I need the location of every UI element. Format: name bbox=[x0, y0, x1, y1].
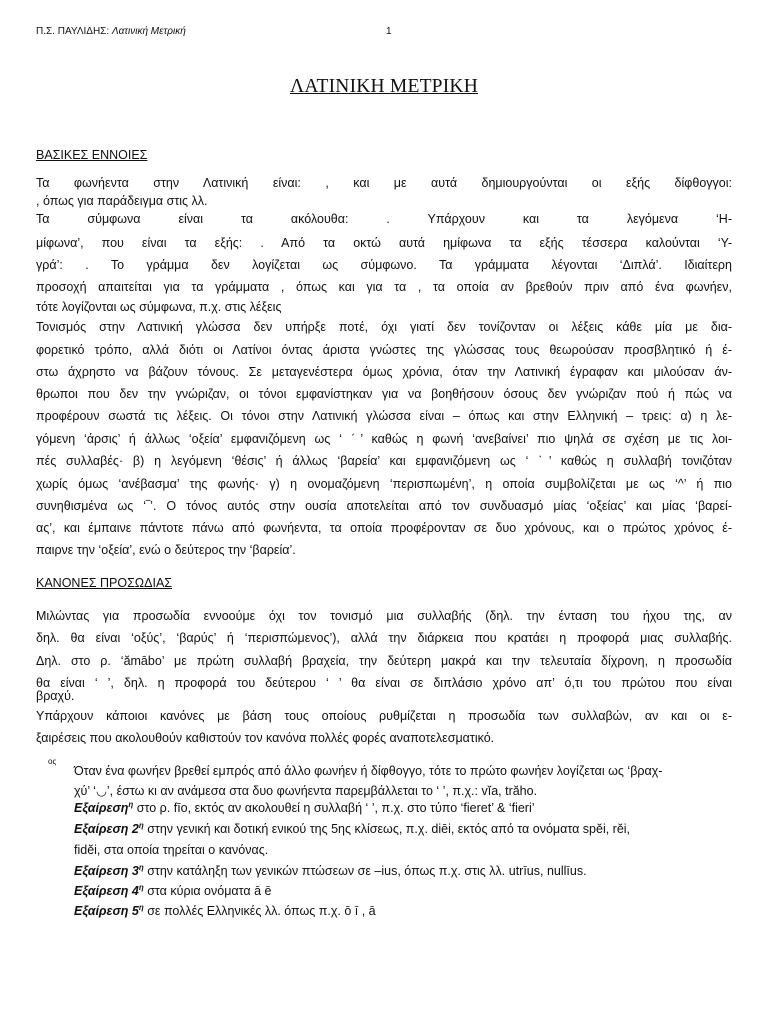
paragraph-line: τότε λογίζονται ως σύμφωνα, π.χ. στις λέξεις bbox=[36, 300, 282, 314]
header-author: Π.Σ. ΠΑΥΛΙΔΗΣ: bbox=[36, 26, 110, 37]
paragraph-line: γόμενη ‘άρσις’ ή άλλως ‘οξεία’ εμφανιζόμενη ως ‘ ˊ’ καθώς η φωνή ‘ανεβαίνει’ πιο ψηλά σε σχέση με τις λοι- bbox=[36, 432, 732, 446]
paragraph-line: στω άχρηστο να βάζουν τόνους. Σε μεταγενέστερα όμως χρόνια, όταν την Λατινική έγραφαν και μιλούσαν άν- bbox=[36, 365, 732, 379]
exception-item bbox=[74, 884, 732, 898]
paragraph-line: ας’, και έμπαινε πάντοτε πάνω από φωνήεντα, τα οποία προφέρονταν σε δυο χρόνους, και ο πρώτος χρόνος έ- bbox=[36, 521, 732, 535]
paragraph-line: μίφωνα’, που είναι τα εξής: . Από τα οκτώ αυτά ημίφωνα τα εξής τέσσερα καλούνται ‘Υ- bbox=[36, 236, 732, 250]
paragraph-line: προσοχή απαιτείται για τα γράμματα , όπως και για τα , τα οποία αν βρεθούν πριν από ένα φωνήεν, bbox=[36, 280, 732, 294]
exception-item bbox=[74, 904, 732, 918]
paragraph-line: , όπως για παράδειγμα στις λλ. bbox=[36, 194, 208, 208]
page-number: 1 bbox=[386, 26, 392, 37]
paragraph-line: βραχύ. bbox=[36, 689, 75, 703]
paragraph-line: χωρίς όμως ‘ανέβασμα’ της φωνής· γ) η ονομαζόμενη ‘περισπωμένη’, η οποία συμβολίζεται με ως ‘^’ ή πιο bbox=[36, 477, 732, 491]
exception-label: Εξαίρεση 5 bbox=[74, 904, 139, 918]
exception-label: Εξαίρεση 4 bbox=[74, 884, 139, 898]
exception-label-suffix: η bbox=[128, 799, 134, 809]
exception-item bbox=[74, 801, 732, 815]
paragraph-line: φορετικό τρόπο, αλλά διότι οι Λατίνοι όντας άριστα γνώστες της γλώσσας τους θεωρούσαν προσβλητικό ή έ- bbox=[36, 343, 732, 357]
paragraph-line: Υπάρχουν κάποιοι κανόνες με βάση τους οποίους ρυθμίζεται η προσωδία των συλλαβών, αν και οι ε- bbox=[36, 709, 732, 723]
paragraph-line: Τονισμός στην Λατινική γλώσσα δεν υπήρξε ποτέ, όχι γιατί δεν τονίζονταν οι λέξεις κάθε μία με δια- bbox=[36, 320, 732, 334]
section-heading-prosody-rules: ΚΑΝΟΝΕΣ ΠΡΟΣΩΔΙΑΣ bbox=[36, 576, 173, 590]
paragraph-line: παιρνε την ‘οξεία’, ενώ ο δεύτερος την ‘βαρεία’. bbox=[36, 543, 296, 557]
paragraph-line: Δηλ. στο ρ. ‘ămābo’ με πρώτη συλλαβή βραχεία, την δεύτερη μακρά και την τελευταία δίχρονη, η προσωδία bbox=[36, 654, 732, 668]
exception-text: στο ρ. fīo, εκτός αν ακολουθεί η συλλαβή ‘ ’, π.χ. στο τύπο ‘fieret’ & ‘fieri’ bbox=[136, 801, 535, 815]
paragraph-line: Τα σύμφωνα είναι τα ακόλουθα: . Υπάρχουν και τα λεγόμενα ‘Η- bbox=[36, 212, 732, 226]
header-doc-title: Λατινική Μετρική bbox=[111, 26, 186, 37]
exception-label-suffix: η bbox=[138, 862, 144, 872]
paragraph-line: θα είναι ‘ ’, δηλ. η προφορά του δεύτερου ‘ ’ θα είναι σε διπλάσιο χρόνο απ’ ό,τι του πρώτου που είναι bbox=[36, 676, 732, 690]
exception-item bbox=[74, 864, 732, 878]
exception-text: στα κύρια ονόματα ā ē bbox=[147, 884, 272, 898]
list-bullet-marker: ος bbox=[48, 757, 57, 766]
exception-label-suffix: η bbox=[138, 902, 144, 912]
exception-text: στην κατάληξη των γενικών πτώσεων σε –ius, όπως π.χ. στις λλ. utrīus, nullīus. bbox=[147, 864, 587, 878]
exception-item bbox=[74, 822, 732, 836]
paragraph-line: Μιλώντας για προσωδία εννοούμε όχι τον τονισμό μια συλλαβής (δηλ. την ένταση του ήχου της, αν bbox=[36, 609, 732, 623]
rule-text-line-1: Όταν ένα φωνήεν βρεθεί εμπρός από άλλο φωνήεν ή δίφθογγο, τότε το πρώτο φωνήεν λογίζεται ως ‘βραχ- bbox=[74, 764, 663, 778]
paragraph-line: δηλ. θα είναι ‘οξύς’, ‘βαρύς’ ή ‘περισπώμενος’), αλλά την διάρκεια που κρατάει η προφορά μιας συλλαβής. bbox=[36, 631, 732, 645]
exception-label-suffix: η bbox=[138, 820, 144, 830]
exception-text: στην γενική και δοτική ενικού της 5ης κλίσεως, π.χ. diēi, εκτός από τα ονόματα spĕi, rĕi, bbox=[147, 822, 631, 836]
paragraph-line: θρωποι που δεν την γνώριζαν, οι τόνοι εμφανίστηκαν για να βοηθήσουν όσους δεν γνώριζαν πού ή πώς να bbox=[36, 387, 732, 401]
exception-text: σε πολλές Ελληνικές λλ. όπως π.χ. ō ī , ā bbox=[147, 904, 376, 918]
rule-text-line-2: χύ’ ‘◡’, έστω κι αν ανάμεσα στα δυο φωνήεντα παρεμβάλλεται το ‘ ’, π.χ.: vĭa, trăho. bbox=[74, 784, 538, 798]
paragraph-line: συνηθισμένα ως ‘‾’. Ο τόνος αυτός στην ουσία αποτελείται από τον συνδυασμό μίας ‘οξείας’ και μίας ‘βαρεί- bbox=[36, 499, 732, 513]
paragraph-line: Τα φωνήεντα στην Λατινική είναι: , και με αυτά δημιουργούνται οι εξής δίφθογγοι: bbox=[36, 176, 732, 190]
paragraph-line: πές συλλαβές· β) η λεγόμενη ‘θέσις’ ή άλλως ‘βαρεία’ και εμφανιζόμενη ως ‘ ˋ’ καθώς η συλλαβή τονιζόταν bbox=[36, 454, 732, 468]
paragraph-line: ξαιρέσεις που ακολουθούν καθιστούν τον κανόνα πολλές φορές αναποτελεσματικό. bbox=[36, 731, 495, 745]
exception-label: Εξαίρεση bbox=[74, 801, 129, 815]
paragraph-line: γρά’: . Το γράμμα δεν λογίζεται ως σύμφωνο. Τα γράμματα λέγονται ‘Διπλά’. Ιδιαίτερη bbox=[36, 258, 732, 272]
section-heading-basic-concepts: ΒΑΣΙΚΕΣ ΕΝΝΟΙΕΣ bbox=[36, 148, 148, 162]
page-header bbox=[36, 26, 186, 37]
exception-label: Εξαίρεση 2 bbox=[74, 822, 139, 836]
exception-text: fidĕi, στα οποία τηρείται ο κανόνας. bbox=[74, 843, 269, 857]
exception-item bbox=[74, 843, 732, 857]
document-title: ΛΑΤΙΝΙΚΗ ΜΕΤΡΙΚΗ bbox=[290, 76, 478, 97]
paragraph-line: προφέρουν σωστά τις λέξεις. Οι τόνοι στην Λατινική γλώσσα είναι – όπως και στην Ελληνική – τρεις: α) η λε- bbox=[36, 409, 732, 423]
exception-label-suffix: η bbox=[138, 882, 144, 892]
exception-label: Εξαίρεση 3 bbox=[74, 864, 139, 878]
